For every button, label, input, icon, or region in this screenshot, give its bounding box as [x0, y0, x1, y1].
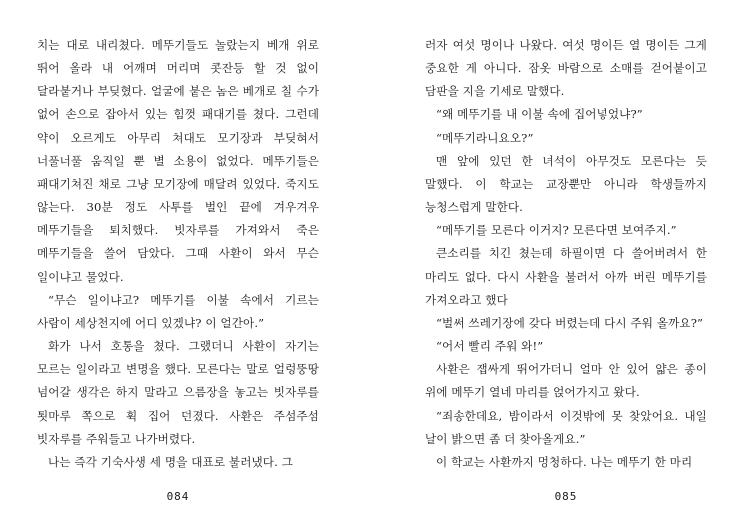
paragraph: 맨 앞에 있던 한 녀석이 아무것도 모른다는 듯 말했다. 이 학교는 교장뿐만 아니라 학생들까지 능청스럽게 말한다. — [425, 153, 707, 215]
right-page — [425, 34, 707, 503]
paragraph: “어서 빨리 주워 와!” — [436, 339, 544, 354]
paragraph: “죄송한데요, 밤이라서 이것밖에 못 찾았어요. 내일 날이 밝으면 좀 더 찾아올게요.” — [425, 408, 707, 446]
right-page-text — [425, 34, 707, 474]
page-number: 085 — [554, 490, 578, 503]
paragraph: “벌써 쓰레기장에 갖다 버렸는데 다시 주워 올까요?” — [436, 315, 704, 330]
left-page — [37, 34, 319, 503]
page-number: 084 — [166, 490, 190, 503]
paragraph: 러자 여섯 명이나 나왔다. 여섯 명이든 열 명이든 그게 중요한 게 아니다. 잠옷 바람으로 소매를 걷어붙이고 담판을 지을 기세로 말했다. — [425, 38, 707, 99]
paragraph: “메뚜기라니요오?” — [436, 130, 534, 145]
paragraph: “왜 메뚜기를 내 이불 속에 집어넣었냐?” — [436, 107, 643, 122]
left-page-text — [37, 34, 319, 474]
paragraph: 큰소리를 치긴 쳤는데 하필이면 다 쓸어버려서 한 마리도 없다. 다시 사환을 불러서 아까 버린 메뚜기를 가져오라고 했다 — [425, 246, 707, 307]
paragraph: “메뚜기를 모른다 이거지? 모른다면 보여주지.” — [436, 223, 677, 238]
paragraph: 이 학교는 사환까지 멍청하다. 나는 메뚜기 한 마리 — [436, 454, 693, 469]
paragraph: 치는 대로 내리쳤다. 메뚜기들도 놀랐는지 베개 위로 뛰어 올라 내 어깨며 머리며 콧잔등 할 것 없이 달라붙거나 부딪혔다. 얼굴에 붙은 놈은 베개로 칠 수가 없어 손으로 잡아서 있는 힘껏 패대기를 쳤다. 그런데 약이 오르게도 아무리 쳐대도 모기장과 부딪혀서 너풀너풀 움직일 뿐 별 소용이 없었다. 메뚜기들은 패대기쳐진 채로 그냥 모기장에 매달려 있었다. 죽지도 않는다. 30분 정도 사투를 벌인 끝에 겨우겨우 메뚜기들을 퇴치했다. 빗자루를 가져와서 죽은 메뚜기들을 쓸어 담았다. 그때 사환이 와서 무슨 일이냐고 물었다. — [37, 38, 319, 284]
paragraph: 화가 나서 호통을 쳤다. 그랬더니 사환이 자기는 모르는 일이라고 변명을 했다. 모른다는 말로 얼렁뚱땅 넘어갈 생각은 하지 말라고 으름장을 놓고는 빗자루를 툇마루 쪽으로 휙 집어 던졌다. 사환은 주섬주섬 빗자루를 주워들고 나가버렸다. — [37, 339, 319, 446]
paragraph: 나는 즉각 기숙사생 세 명을 대표로 불러냈다. 그 — [48, 454, 293, 469]
paragraph: 사환은 잽싸게 뛰어가더니 얼마 안 있어 얇은 종이 위에 메뚜기 열네 마리를 얹어가지고 왔다. — [425, 362, 707, 400]
paragraph: “무슨 일이냐고? 메뚜기를 이불 속에서 기르는 사람이 세상천지에 어디 있겠냐? 이 얼간아.” — [37, 292, 319, 330]
